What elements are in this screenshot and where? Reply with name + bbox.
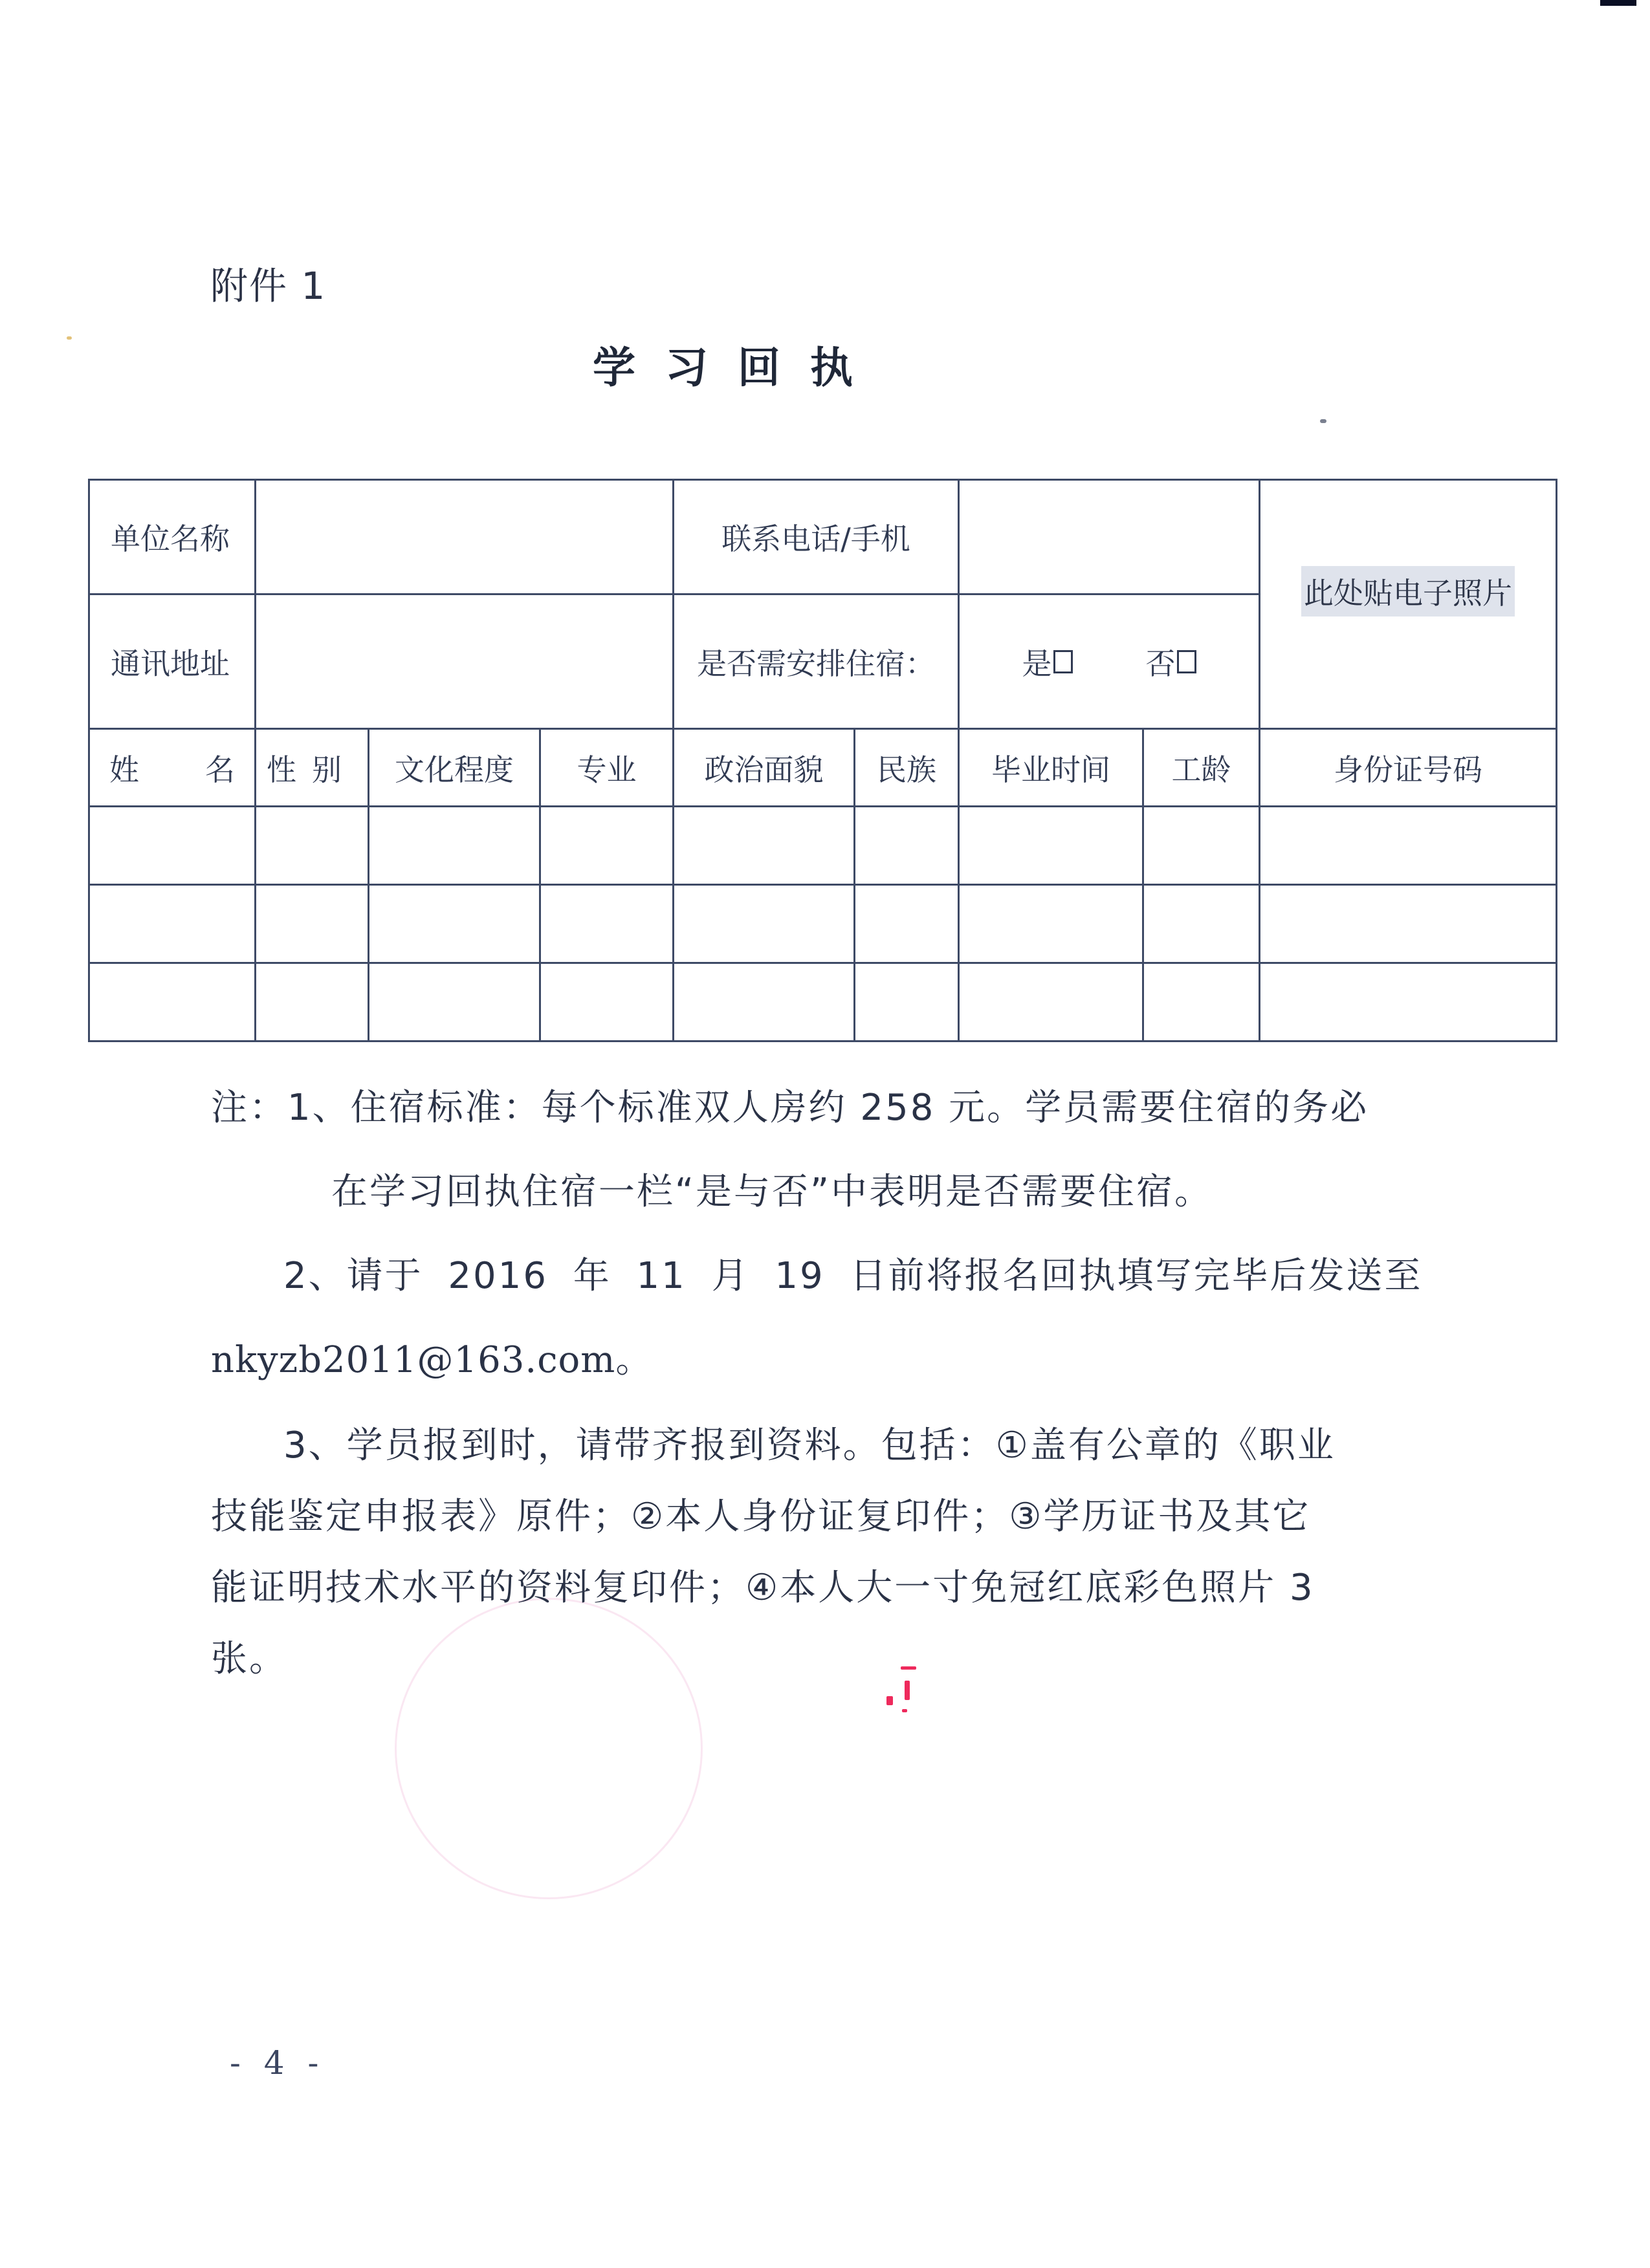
cell-id-number[interactable]	[1260, 963, 1557, 1041]
cell-major[interactable]	[540, 885, 674, 963]
note-3-line-4: 张。	[211, 1638, 287, 1680]
attachment-label: 附件 1	[210, 264, 327, 308]
phone-field[interactable]	[959, 480, 1260, 594]
cell-gender[interactable]	[256, 885, 369, 963]
lodging-no-label: 否	[1145, 646, 1176, 681]
col-header-name-part2: 名	[205, 752, 235, 787]
cell-graduation-date[interactable]	[959, 963, 1143, 1041]
cell-political-status[interactable]	[674, 885, 855, 963]
page-number: - 4 -	[230, 2044, 325, 2082]
red-stamp-fragment	[886, 1663, 925, 1721]
note-3-line-2: 技能鉴定申报表》原件；②本人身份证复印件；③学历证书及其它	[211, 1496, 1311, 1538]
address-label: 通讯地址	[89, 594, 256, 729]
col-header-work-years: 工龄	[1143, 729, 1260, 807]
form-row-unit	[89, 480, 1557, 594]
faint-official-seal	[395, 1598, 703, 1899]
table-row	[89, 885, 1557, 963]
col-header-major: 专业	[540, 729, 674, 807]
note-3-line-3: 能证明技术水平的资料复印件；④本人大一寸免冠红底彩色照片 3	[211, 1567, 1315, 1609]
phone-label: 联系电话/手机	[674, 480, 959, 594]
cell-major[interactable]	[540, 963, 674, 1041]
cell-graduation-date[interactable]	[959, 807, 1143, 885]
table-row	[89, 963, 1557, 1041]
note-2-line-1: 2、请于 2016 年 11 月 19 日前将报名回执填写完毕后发送至	[283, 1255, 1423, 1297]
registration-form-table	[88, 479, 1557, 1042]
cell-ethnicity[interactable]	[855, 807, 959, 885]
lodging-options	[959, 594, 1260, 729]
cell-major[interactable]	[540, 807, 674, 885]
col-header-name-part1: 姓	[109, 752, 139, 787]
cell-political-status[interactable]	[674, 807, 855, 885]
table-row	[89, 807, 1557, 885]
cell-ethnicity[interactable]	[855, 963, 959, 1041]
cell-id-number[interactable]	[1260, 807, 1557, 885]
scan-speck	[1320, 419, 1326, 423]
cell-graduation-date[interactable]	[959, 885, 1143, 963]
photo-slot[interactable]	[1260, 480, 1557, 729]
cell-education[interactable]	[369, 807, 540, 885]
cell-gender[interactable]	[256, 963, 369, 1041]
address-field[interactable]	[256, 594, 674, 729]
note-1-line-1: 注：1、住宿标准：每个标准双人房约 258 元。学员需要住宿的务必	[211, 1087, 1369, 1129]
note-1-line-2: 在学习回执住宿一栏“是与否”中表明是否需要住宿。	[331, 1171, 1213, 1213]
page-title: 学习回执	[593, 343, 883, 393]
cell-education[interactable]	[369, 963, 540, 1041]
unit-name-field[interactable]	[256, 480, 674, 594]
note-3-line-1: 3、学员报到时，请带齐报到资料。包括：①盖有公章的《职业	[283, 1424, 1336, 1467]
cell-ethnicity[interactable]	[855, 885, 959, 963]
col-header-graduation-date: 毕业时间	[959, 729, 1143, 807]
cell-gender[interactable]	[256, 807, 369, 885]
lodging-yes-label: 是	[1022, 646, 1052, 681]
table-header-row	[89, 729, 1557, 807]
photo-placeholder-label: 此处贴电子照片	[1301, 566, 1515, 616]
lodging-yes-checkbox[interactable]	[1053, 650, 1073, 673]
col-header-id-number: 身份证号码	[1260, 729, 1557, 807]
cell-name[interactable]	[89, 963, 256, 1041]
lodging-no-checkbox[interactable]	[1177, 650, 1196, 673]
note-2-email[interactable]: nkyzb2011@163.com。	[211, 1339, 653, 1381]
col-header-name	[89, 729, 256, 807]
unit-name-label: 单位名称	[89, 480, 256, 594]
cell-work-years[interactable]	[1143, 963, 1260, 1041]
col-header-gender: 性别	[256, 729, 369, 807]
cell-id-number[interactable]	[1260, 885, 1557, 963]
cell-name[interactable]	[89, 885, 256, 963]
col-header-education: 文化程度	[369, 729, 540, 807]
lodging-no-option[interactable]	[1146, 640, 1196, 683]
cell-political-status[interactable]	[674, 963, 855, 1041]
col-header-ethnicity: 民族	[855, 729, 959, 807]
cell-name[interactable]	[89, 807, 256, 885]
col-header-political-status: 政治面貌	[674, 729, 855, 807]
lodging-yes-option[interactable]	[1022, 640, 1073, 683]
cell-education[interactable]	[369, 885, 540, 963]
cell-work-years[interactable]	[1143, 885, 1260, 963]
scan-edge-mark	[1600, 0, 1636, 6]
lodging-label: 是否需安排住宿：	[674, 594, 959, 729]
cell-work-years[interactable]	[1143, 807, 1260, 885]
